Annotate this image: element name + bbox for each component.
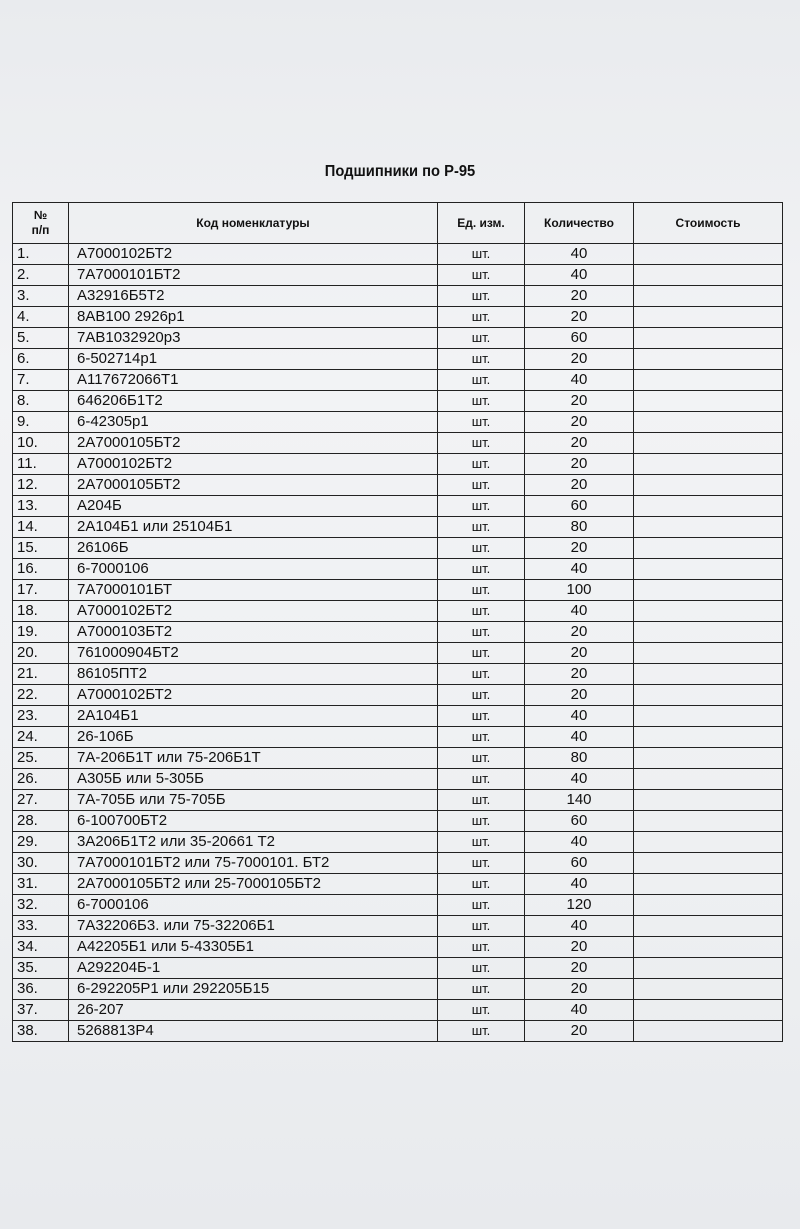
row-cost [634, 580, 783, 601]
row-quantity: 20 [525, 391, 634, 412]
row-code: 2А104Б1 [69, 706, 438, 727]
row-quantity: 40 [525, 265, 634, 286]
table-row [13, 916, 783, 937]
row-code: 6-502714р1 [69, 349, 438, 370]
row-code: 5268813Р4 [69, 1021, 438, 1042]
row-number: 16. [13, 559, 69, 580]
row-cost [634, 265, 783, 286]
header-cost: Стоимость [634, 203, 783, 244]
row-quantity: 80 [525, 517, 634, 538]
row-number: 19. [13, 622, 69, 643]
row-unit: шт. [438, 895, 525, 916]
table-row [13, 538, 783, 559]
row-quantity: 60 [525, 811, 634, 832]
row-code: 8АВ100 2926р1 [69, 307, 438, 328]
row-code: А32916Б5Т2 [69, 286, 438, 307]
table-row [13, 391, 783, 412]
row-cost [634, 307, 783, 328]
row-number: 13. [13, 496, 69, 517]
table-row [13, 580, 783, 601]
row-cost [634, 769, 783, 790]
row-quantity: 80 [525, 748, 634, 769]
row-number: 3. [13, 286, 69, 307]
row-number: 7. [13, 370, 69, 391]
row-cost [634, 286, 783, 307]
row-quantity: 20 [525, 1021, 634, 1042]
row-quantity: 40 [525, 601, 634, 622]
row-cost [634, 958, 783, 979]
row-number: 21. [13, 664, 69, 685]
row-cost [634, 979, 783, 1000]
row-cost [634, 601, 783, 622]
row-unit: шт. [438, 874, 525, 895]
row-unit: шт. [438, 265, 525, 286]
row-unit: шт. [438, 412, 525, 433]
row-unit: шт. [438, 685, 525, 706]
row-number: 2. [13, 265, 69, 286]
row-cost [634, 853, 783, 874]
table-row [13, 1021, 783, 1042]
table-row [13, 685, 783, 706]
row-unit: шт. [438, 706, 525, 727]
row-cost [634, 475, 783, 496]
row-unit: шт. [438, 643, 525, 664]
row-quantity: 20 [525, 412, 634, 433]
row-cost [634, 433, 783, 454]
row-unit: шт. [438, 916, 525, 937]
row-unit: шт. [438, 664, 525, 685]
row-unit: шт. [438, 307, 525, 328]
table-row [13, 454, 783, 475]
table-row [13, 475, 783, 496]
row-unit: шт. [438, 1000, 525, 1021]
row-unit: шт. [438, 391, 525, 412]
table-row [13, 937, 783, 958]
row-code: А7000102БТ2 [69, 685, 438, 706]
row-code: 6-292205Р1 или 292205Б15 [69, 979, 438, 1000]
row-cost [634, 412, 783, 433]
row-code: А204Б [69, 496, 438, 517]
row-cost [634, 328, 783, 349]
row-code: 7А32206Б3. или 75-32206Б1 [69, 916, 438, 937]
row-number: 30. [13, 853, 69, 874]
row-code: 26106Б [69, 538, 438, 559]
row-number: 20. [13, 643, 69, 664]
row-unit: шт. [438, 790, 525, 811]
table-header-row [13, 203, 783, 244]
row-number: 27. [13, 790, 69, 811]
row-unit: шт. [438, 811, 525, 832]
row-number: 28. [13, 811, 69, 832]
row-number: 35. [13, 958, 69, 979]
table-row [13, 874, 783, 895]
table-row [13, 706, 783, 727]
row-cost [634, 643, 783, 664]
row-cost [634, 895, 783, 916]
row-quantity: 20 [525, 622, 634, 643]
row-cost [634, 916, 783, 937]
row-code: 2А7000105БТ2 или 25-7000105БТ2 [69, 874, 438, 895]
row-unit: шт. [438, 937, 525, 958]
row-code: 2А7000105БТ2 [69, 475, 438, 496]
row-unit: шт. [438, 370, 525, 391]
row-code: 2А104Б1 или 25104Б1 [69, 517, 438, 538]
row-number: 11. [13, 454, 69, 475]
row-quantity: 20 [525, 685, 634, 706]
row-unit: шт. [438, 517, 525, 538]
row-quantity: 40 [525, 916, 634, 937]
row-code: 26-207 [69, 1000, 438, 1021]
row-cost [634, 727, 783, 748]
row-quantity: 20 [525, 286, 634, 307]
row-unit: шт. [438, 433, 525, 454]
row-unit: шт. [438, 244, 525, 265]
row-quantity: 20 [525, 454, 634, 475]
header-quantity: Количество [525, 203, 634, 244]
row-quantity: 60 [525, 328, 634, 349]
row-cost [634, 685, 783, 706]
row-unit: шт. [438, 454, 525, 475]
table-row [13, 727, 783, 748]
row-code: 86105ПТ2 [69, 664, 438, 685]
row-quantity: 20 [525, 475, 634, 496]
row-code: 6-42305р1 [69, 412, 438, 433]
row-code: 6-7000106 [69, 559, 438, 580]
row-code: 7А-206Б1Т или 75-206Б1Т [69, 748, 438, 769]
row-number: 5. [13, 328, 69, 349]
row-number: 38. [13, 1021, 69, 1042]
row-number: 14. [13, 517, 69, 538]
row-cost [634, 937, 783, 958]
row-number: 25. [13, 748, 69, 769]
table-body [13, 244, 783, 1042]
table-row [13, 979, 783, 1000]
table-row [13, 496, 783, 517]
row-number: 12. [13, 475, 69, 496]
row-number: 26. [13, 769, 69, 790]
row-quantity: 20 [525, 643, 634, 664]
row-cost [634, 748, 783, 769]
row-unit: шт. [438, 769, 525, 790]
row-quantity: 40 [525, 832, 634, 853]
row-cost [634, 517, 783, 538]
row-quantity: 20 [525, 433, 634, 454]
row-code: А42205Б1 или 5-43305Б1 [69, 937, 438, 958]
row-cost [634, 874, 783, 895]
row-number: 29. [13, 832, 69, 853]
table-row [13, 832, 783, 853]
row-cost [634, 1021, 783, 1042]
row-number: 18. [13, 601, 69, 622]
row-unit: шт. [438, 622, 525, 643]
table-row [13, 664, 783, 685]
row-number: 36. [13, 979, 69, 1000]
row-cost [634, 370, 783, 391]
row-code: 2А7000105БТ2 [69, 433, 438, 454]
table-row [13, 244, 783, 265]
row-cost [634, 496, 783, 517]
row-number: 24. [13, 727, 69, 748]
table-row [13, 349, 783, 370]
table-row [13, 433, 783, 454]
row-code: 7АВ1032920р3 [69, 328, 438, 349]
row-code: 7А-705Б или 75-705Б [69, 790, 438, 811]
row-number: 37. [13, 1000, 69, 1021]
row-number: 17. [13, 580, 69, 601]
row-code: 26-106Б [69, 727, 438, 748]
row-cost [634, 559, 783, 580]
table-row [13, 958, 783, 979]
row-code: 761000904БТ2 [69, 643, 438, 664]
table-row [13, 895, 783, 916]
row-code: 3А206Б1Т2 или 35-20661 Т2 [69, 832, 438, 853]
row-quantity: 60 [525, 853, 634, 874]
row-number: 4. [13, 307, 69, 328]
row-number: 23. [13, 706, 69, 727]
row-code: А117672066Т1 [69, 370, 438, 391]
row-cost [634, 706, 783, 727]
row-number: 34. [13, 937, 69, 958]
row-number: 31. [13, 874, 69, 895]
row-unit: шт. [438, 601, 525, 622]
row-code: А305Б или 5-305Б [69, 769, 438, 790]
row-code: 7А7000101БТ [69, 580, 438, 601]
row-code: 7А7000101БТ2 [69, 265, 438, 286]
row-unit: шт. [438, 328, 525, 349]
row-code: 646206Б1Т2 [69, 391, 438, 412]
row-quantity: 40 [525, 874, 634, 895]
header-number: № п/п [13, 203, 69, 244]
table-row [13, 307, 783, 328]
row-cost [634, 622, 783, 643]
table-row [13, 853, 783, 874]
row-unit: шт. [438, 748, 525, 769]
row-quantity: 40 [525, 244, 634, 265]
row-unit: шт. [438, 958, 525, 979]
row-quantity: 60 [525, 496, 634, 517]
table-row [13, 265, 783, 286]
row-number: 32. [13, 895, 69, 916]
table-row [13, 601, 783, 622]
row-number: 10. [13, 433, 69, 454]
row-code: А7000102БТ2 [69, 454, 438, 475]
row-quantity: 20 [525, 538, 634, 559]
row-unit: шт. [438, 475, 525, 496]
row-quantity: 40 [525, 769, 634, 790]
row-number: 33. [13, 916, 69, 937]
table-row [13, 622, 783, 643]
table-row [13, 790, 783, 811]
row-quantity: 120 [525, 895, 634, 916]
row-cost [634, 1000, 783, 1021]
row-unit: шт. [438, 853, 525, 874]
row-quantity: 100 [525, 580, 634, 601]
row-code: А7000102БТ2 [69, 601, 438, 622]
row-code: 6-100700БТ2 [69, 811, 438, 832]
document-title: Подшипники по Р-95 [324, 163, 476, 180]
row-number: 9. [13, 412, 69, 433]
row-unit: шт. [438, 496, 525, 517]
row-cost [634, 349, 783, 370]
row-code: А7000102БТ2 [69, 244, 438, 265]
table-row [13, 370, 783, 391]
row-unit: шт. [438, 559, 525, 580]
table-row [13, 748, 783, 769]
table-row [13, 286, 783, 307]
row-unit: шт. [438, 538, 525, 559]
row-number: 1. [13, 244, 69, 265]
row-cost [634, 538, 783, 559]
row-quantity: 20 [525, 349, 634, 370]
row-code: 7А7000101БТ2 или 75-7000101. БТ2 [69, 853, 438, 874]
row-code: 6-7000106 [69, 895, 438, 916]
row-quantity: 20 [525, 979, 634, 1000]
row-quantity: 40 [525, 559, 634, 580]
row-unit: шт. [438, 979, 525, 1000]
header-unit: Ед. изм. [438, 203, 525, 244]
row-cost [634, 391, 783, 412]
row-unit: шт. [438, 286, 525, 307]
table-row [13, 559, 783, 580]
row-quantity: 20 [525, 664, 634, 685]
row-code: А292204Б-1 [69, 958, 438, 979]
row-unit: шт. [438, 580, 525, 601]
row-cost [634, 454, 783, 475]
row-number: 22. [13, 685, 69, 706]
row-quantity: 20 [525, 958, 634, 979]
bearings-table [12, 202, 783, 1042]
row-quantity: 20 [525, 307, 634, 328]
row-unit: шт. [438, 349, 525, 370]
table-row [13, 1000, 783, 1021]
header-code: Код номенклатуры [69, 203, 438, 244]
table-row [13, 412, 783, 433]
table-row [13, 811, 783, 832]
row-number: 15. [13, 538, 69, 559]
row-quantity: 40 [525, 706, 634, 727]
row-number: 6. [13, 349, 69, 370]
row-unit: шт. [438, 1021, 525, 1042]
row-quantity: 140 [525, 790, 634, 811]
row-quantity: 40 [525, 727, 634, 748]
row-cost [634, 664, 783, 685]
table-row [13, 769, 783, 790]
row-cost [634, 811, 783, 832]
row-code: А7000103БТ2 [69, 622, 438, 643]
row-unit: шт. [438, 832, 525, 853]
table-row [13, 517, 783, 538]
row-unit: шт. [438, 727, 525, 748]
row-cost [634, 832, 783, 853]
row-quantity: 40 [525, 370, 634, 391]
row-quantity: 40 [525, 1000, 634, 1021]
row-cost [634, 244, 783, 265]
row-cost [634, 790, 783, 811]
table-row [13, 328, 783, 349]
row-number: 8. [13, 391, 69, 412]
table-row [13, 643, 783, 664]
row-quantity: 20 [525, 937, 634, 958]
